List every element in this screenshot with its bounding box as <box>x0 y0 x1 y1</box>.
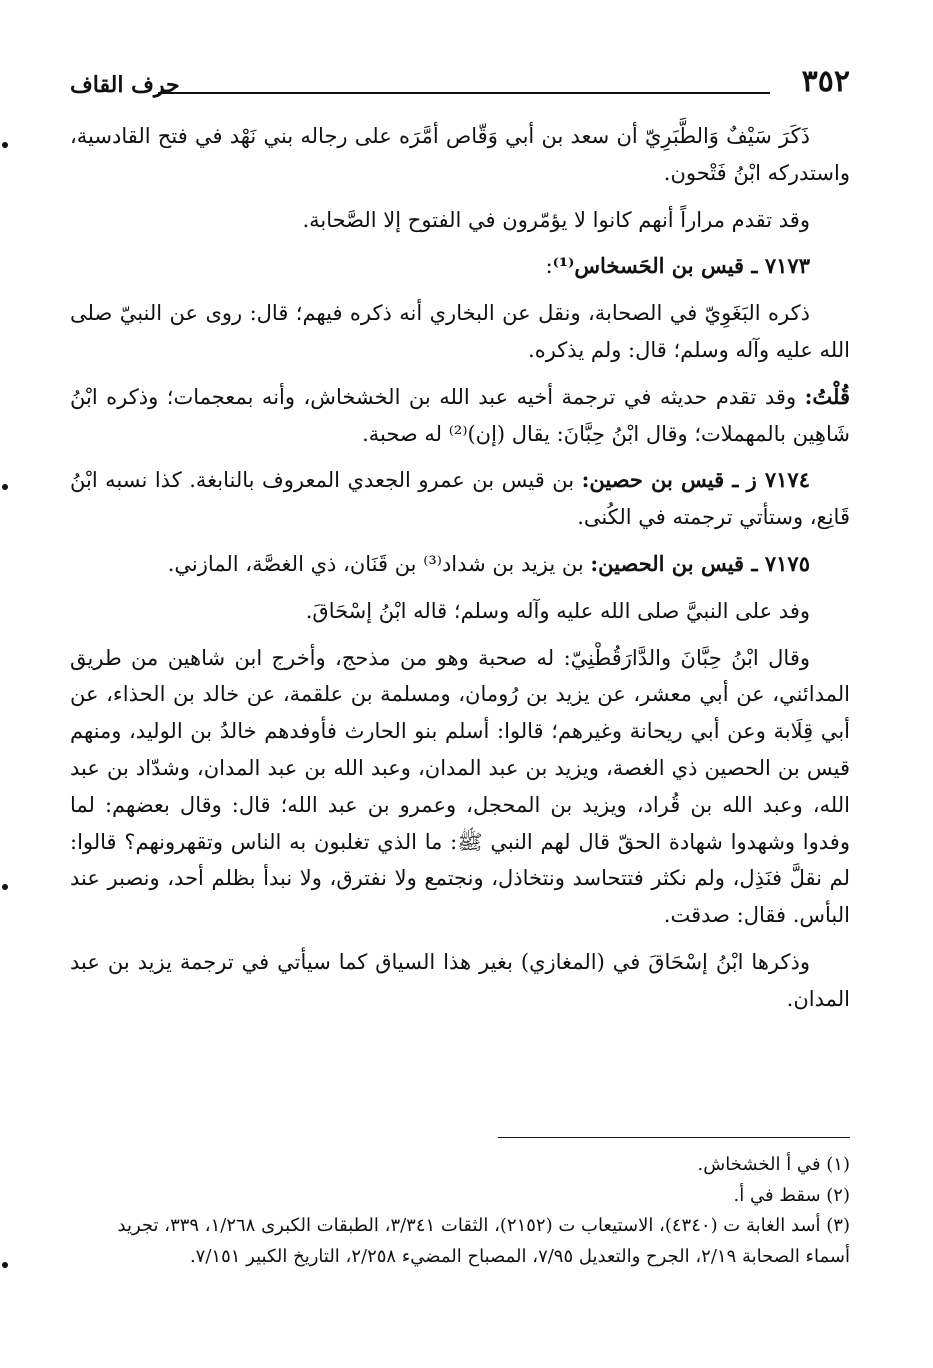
entry-heading: ٧١٧٣ ـ قيس بن الحَسخاس⁽¹⁾ <box>552 253 810 279</box>
paragraph <box>70 118 850 192</box>
paragraph-text: وقد تقدم مراراً أنهم كانوا لا يؤمّرون في الفتوح إلا الصَّحابة. <box>302 207 810 232</box>
body-text <box>70 118 850 1018</box>
header-rule <box>158 92 770 94</box>
entry-7175 <box>70 546 850 583</box>
qultu-label: قُلْتُ: <box>804 383 850 409</box>
entry-heading: ٧١٧٤ ز ـ قيس بن حصين: <box>581 467 810 493</box>
footnote-3: (٣) أسد الغابة ت (٤٣٤٠)، الاستيعاب ت (٢١٥٢)، الثقات ٣/٣٤١، الطبقات الكبرى ١/٢٦٨، ٣٣٩، تجريد أسماء الصحابة ٢/١٩، الجرح والتعديل ٧/٩٥، المصباح المضيء ٢/٢٥٨، التاريخ الكبير ٧/١٥١. <box>117 1215 850 1267</box>
paragraph-text: وقد تقدم حديثه في ترجمة أخيه عبد الله بن الخشخاش، وأنه بمعجمات؛ وذكره ابْنُ شَاهِين بالمهملات؛ وقال ابْنُ حِبَّانَ: يقال (إن)⁽²⁾ له صحبة. <box>70 384 850 446</box>
paragraph-text: بن يزيد بن شداد⁽³⁾ بن قَنَان، ذي الغصَّة، المازني. <box>167 551 591 576</box>
page-number: ٣٥٢ <box>801 64 850 99</box>
entry-7173 <box>70 248 850 285</box>
paragraph <box>70 202 850 239</box>
paragraph <box>70 640 850 934</box>
scan-mark <box>2 1262 8 1268</box>
entry-heading: ٧١٧٥ ـ قيس بن الحصين: <box>590 550 810 576</box>
scan-mark <box>2 484 8 490</box>
paragraph-text: بن قيس بن عمرو الجعدي المعروف بالنابغة. كذا نسبه ابْنُ قَانِع، وستأتي ترجمته في الكُنى. <box>70 468 850 530</box>
paragraph-text: وقال ابْنُ حِبَّانَ والدَّارَقُطْنِيّ: له صحبة وهو من مذحج، وأخرج ابن شاهين من طريق المدائني، عن أبي معشر، عن يزيد بن رُومان، ومسلمة بن علقمة، عن خالد بن الحذاء، عن أبي قِلَابة وعن أبي ريحانة وغيرهم؛ قالوا: أسلم بنو الحارث فأوفدهم خالدُ بن الوليد، ومنهم قيس بن الحصين ذي الغصة، ويزيد بن عبد المدان، وعبد الله بن عبد المدان، وشدّاد بن عبد الله، وعبد الله بن قُراد، ويزيد بن المحجل، وعمرو بن عبد الله؛ قال: وقال بعضهم: لما وفدوا وشهدوا شهادة الحقّ قال لهم النبي ﷺ: ما الذي تغلبون به الناس وتقهرونهم؟ قالوا: لم نقلَّ فنَذِل، ولم نكثر فتتحاسد ونتخاذل، ونجتمع ولا نفترق، ولا نبدأ بظلم أحد، ونصبر عند البأس. فقال: صدقت. <box>70 645 850 928</box>
paragraph-text: : <box>545 254 553 279</box>
paragraph <box>70 295 850 369</box>
scan-mark <box>2 884 8 890</box>
footnote-separator <box>498 1137 850 1138</box>
paragraph <box>70 593 850 630</box>
paragraph <box>70 944 850 1018</box>
footnotes <box>70 1150 850 1272</box>
page-header <box>70 58 850 108</box>
paragraph <box>70 379 850 453</box>
paragraph-text: ذَكَرَ سَيْفٌ وَالطَّبَرِيّ أن سعد بن أبي وَقّاص أمَّرَه على رجاله بني نَهْد في فتح القادسية، واستدركه ابْنُ فَتْحون. <box>70 124 850 185</box>
paragraph-text: وفد على النبيَّ صلى الله عليه وآله وسلم؛ قاله ابْنُ إسْحَاقَ. <box>305 598 810 623</box>
paragraph-text: ذكره البَغَوِيّ في الصحابة، ونقل عن البخاري أنه ذكره فيهم؛ قال: روى عن النبيّ صلى الله عليه وآله وسلم؛ قال: ولم يذكره. <box>70 301 850 362</box>
entry-7174 <box>70 462 850 536</box>
footnote-1: (١) في أ الخشخاش. <box>697 1154 850 1175</box>
running-title: حرف القاف <box>70 72 180 98</box>
scan-mark <box>2 142 8 148</box>
paragraph-text: وذكرها ابْنُ إسْحَاقَ في (المغازي) بغير هذا السياق كما سيأتي في ترجمة يزيد بن عبد المدان. <box>70 949 850 1011</box>
footnote-2: (٢) سقط في أ. <box>733 1184 850 1206</box>
